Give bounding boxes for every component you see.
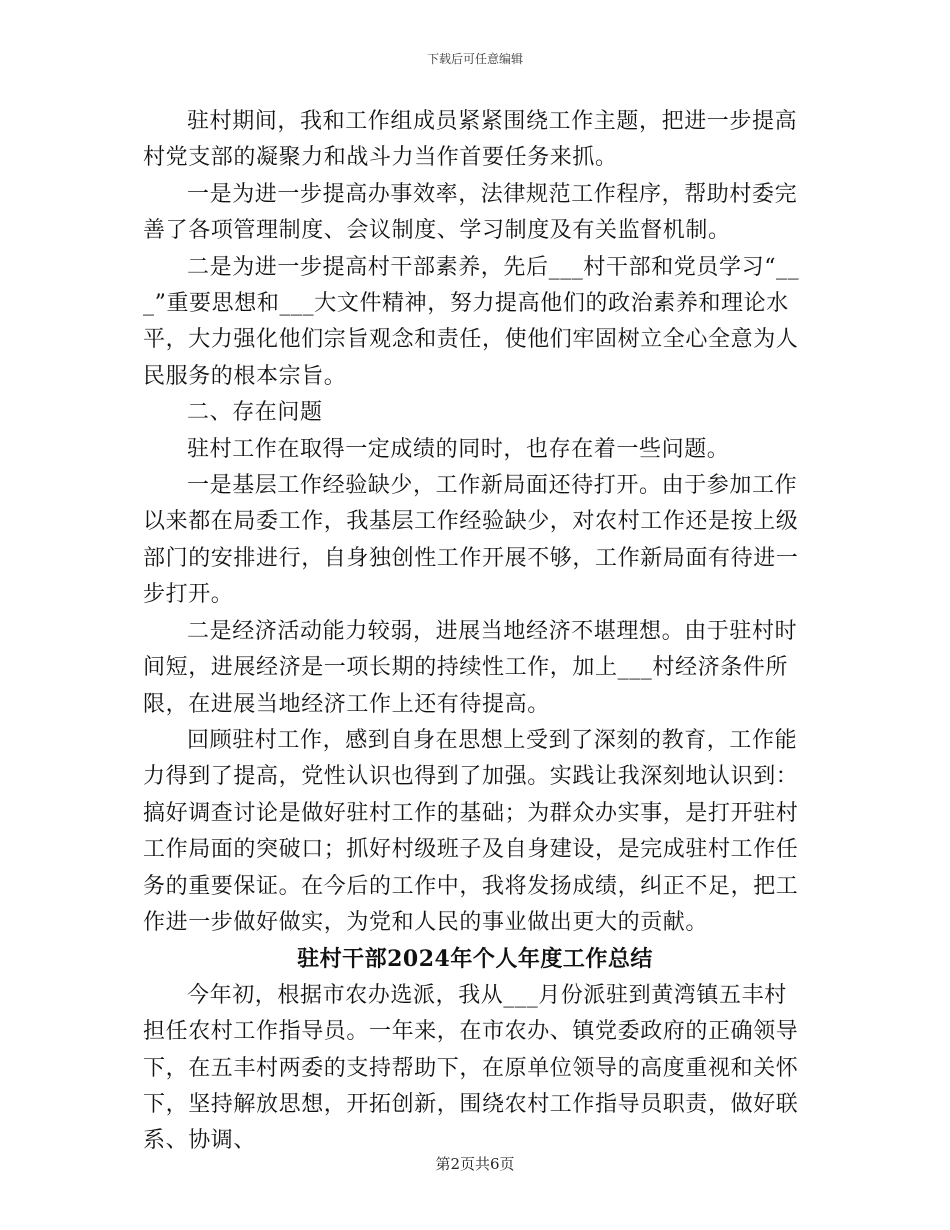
paragraph-7: 回顾驻村工作，感到自身在思想上受到了深刻的教育，工作能力得到了提高，党性认识也得到了加强。实践让我深刻地认识到：搞好调查讨论是做好驻村工作的基础；为群众办实事，是打开驻村工作局面的突破口；抓好村级班子及自身建设，是完成驻村工作任务的重要保证。在今后的工作中，我将发扬成绩，纠正不足，把工作进一步做好做实，为党和人民的事业做出更大的贡献。 — [143, 727, 799, 935]
paragraph-6: 二是经济活动能力较弱，进展当地经济不堪理想。由于驻村时间短，进展经济是一项长期的持续性工作，加上___村经济条件所限，在进展当地经济工作上还有待提高。 — [143, 618, 798, 717]
document-body — [143, 104, 807, 1160]
section-heading-problems: 二、存在问题 — [187, 400, 323, 426]
paragraph-2: 一是为进一步提高办事效率，法律规范工作程序，帮助村委完善了各项管理制度、会议制度、学习制度及有关监督机制。 — [143, 181, 798, 244]
paragraph-1: 驻村期间，我和工作组成员紧紧围绕工作主题，把进一步提高村党支部的凝聚力和战斗力当作首要任务来抓。 — [143, 109, 798, 171]
paragraph-4: 驻村工作在取得一定成绩的同时，也存在着一些问题。 — [187, 436, 730, 462]
paragraph-8: 今年初，根据市农办选派，我从___月份派驻到黄湾镇五丰村担任农村工作指导员。一年来，在市农办、镇党委政府的正确领导下，在五丰村两委的支持帮助下，在原单位领导的高度重视和关怀下，坚持解放思想，开拓创新，围绕农村工作指导员职责，做好联系、协调、 — [143, 982, 799, 1154]
page-header-note: 下载后可任意编辑 — [426, 52, 523, 66]
page-footer-number: 第2页共6页 — [435, 1155, 515, 1173]
paragraph-3: 二是为进一步提高村干部素养，先后___村干部和党员学习“___”重要思想和___大文件精神，努力提高他们的政治素养和理论水平，大力强化他们宗旨观念和责任，使他们牢固树立全心全意为人民服务的根本宗旨。 — [143, 254, 800, 389]
paragraph-5: 一是基层工作经验缺少，工作新局面还待打开。由于参加工作以来都在局委工作，我基层工作经验缺少，对农村工作还是按上级部门的安排进行，自身独创性工作开展不够，工作新局面有待进一步打开。 — [143, 473, 799, 608]
document-title: 驻村干部2024年个人年度工作总结 — [297, 946, 653, 973]
